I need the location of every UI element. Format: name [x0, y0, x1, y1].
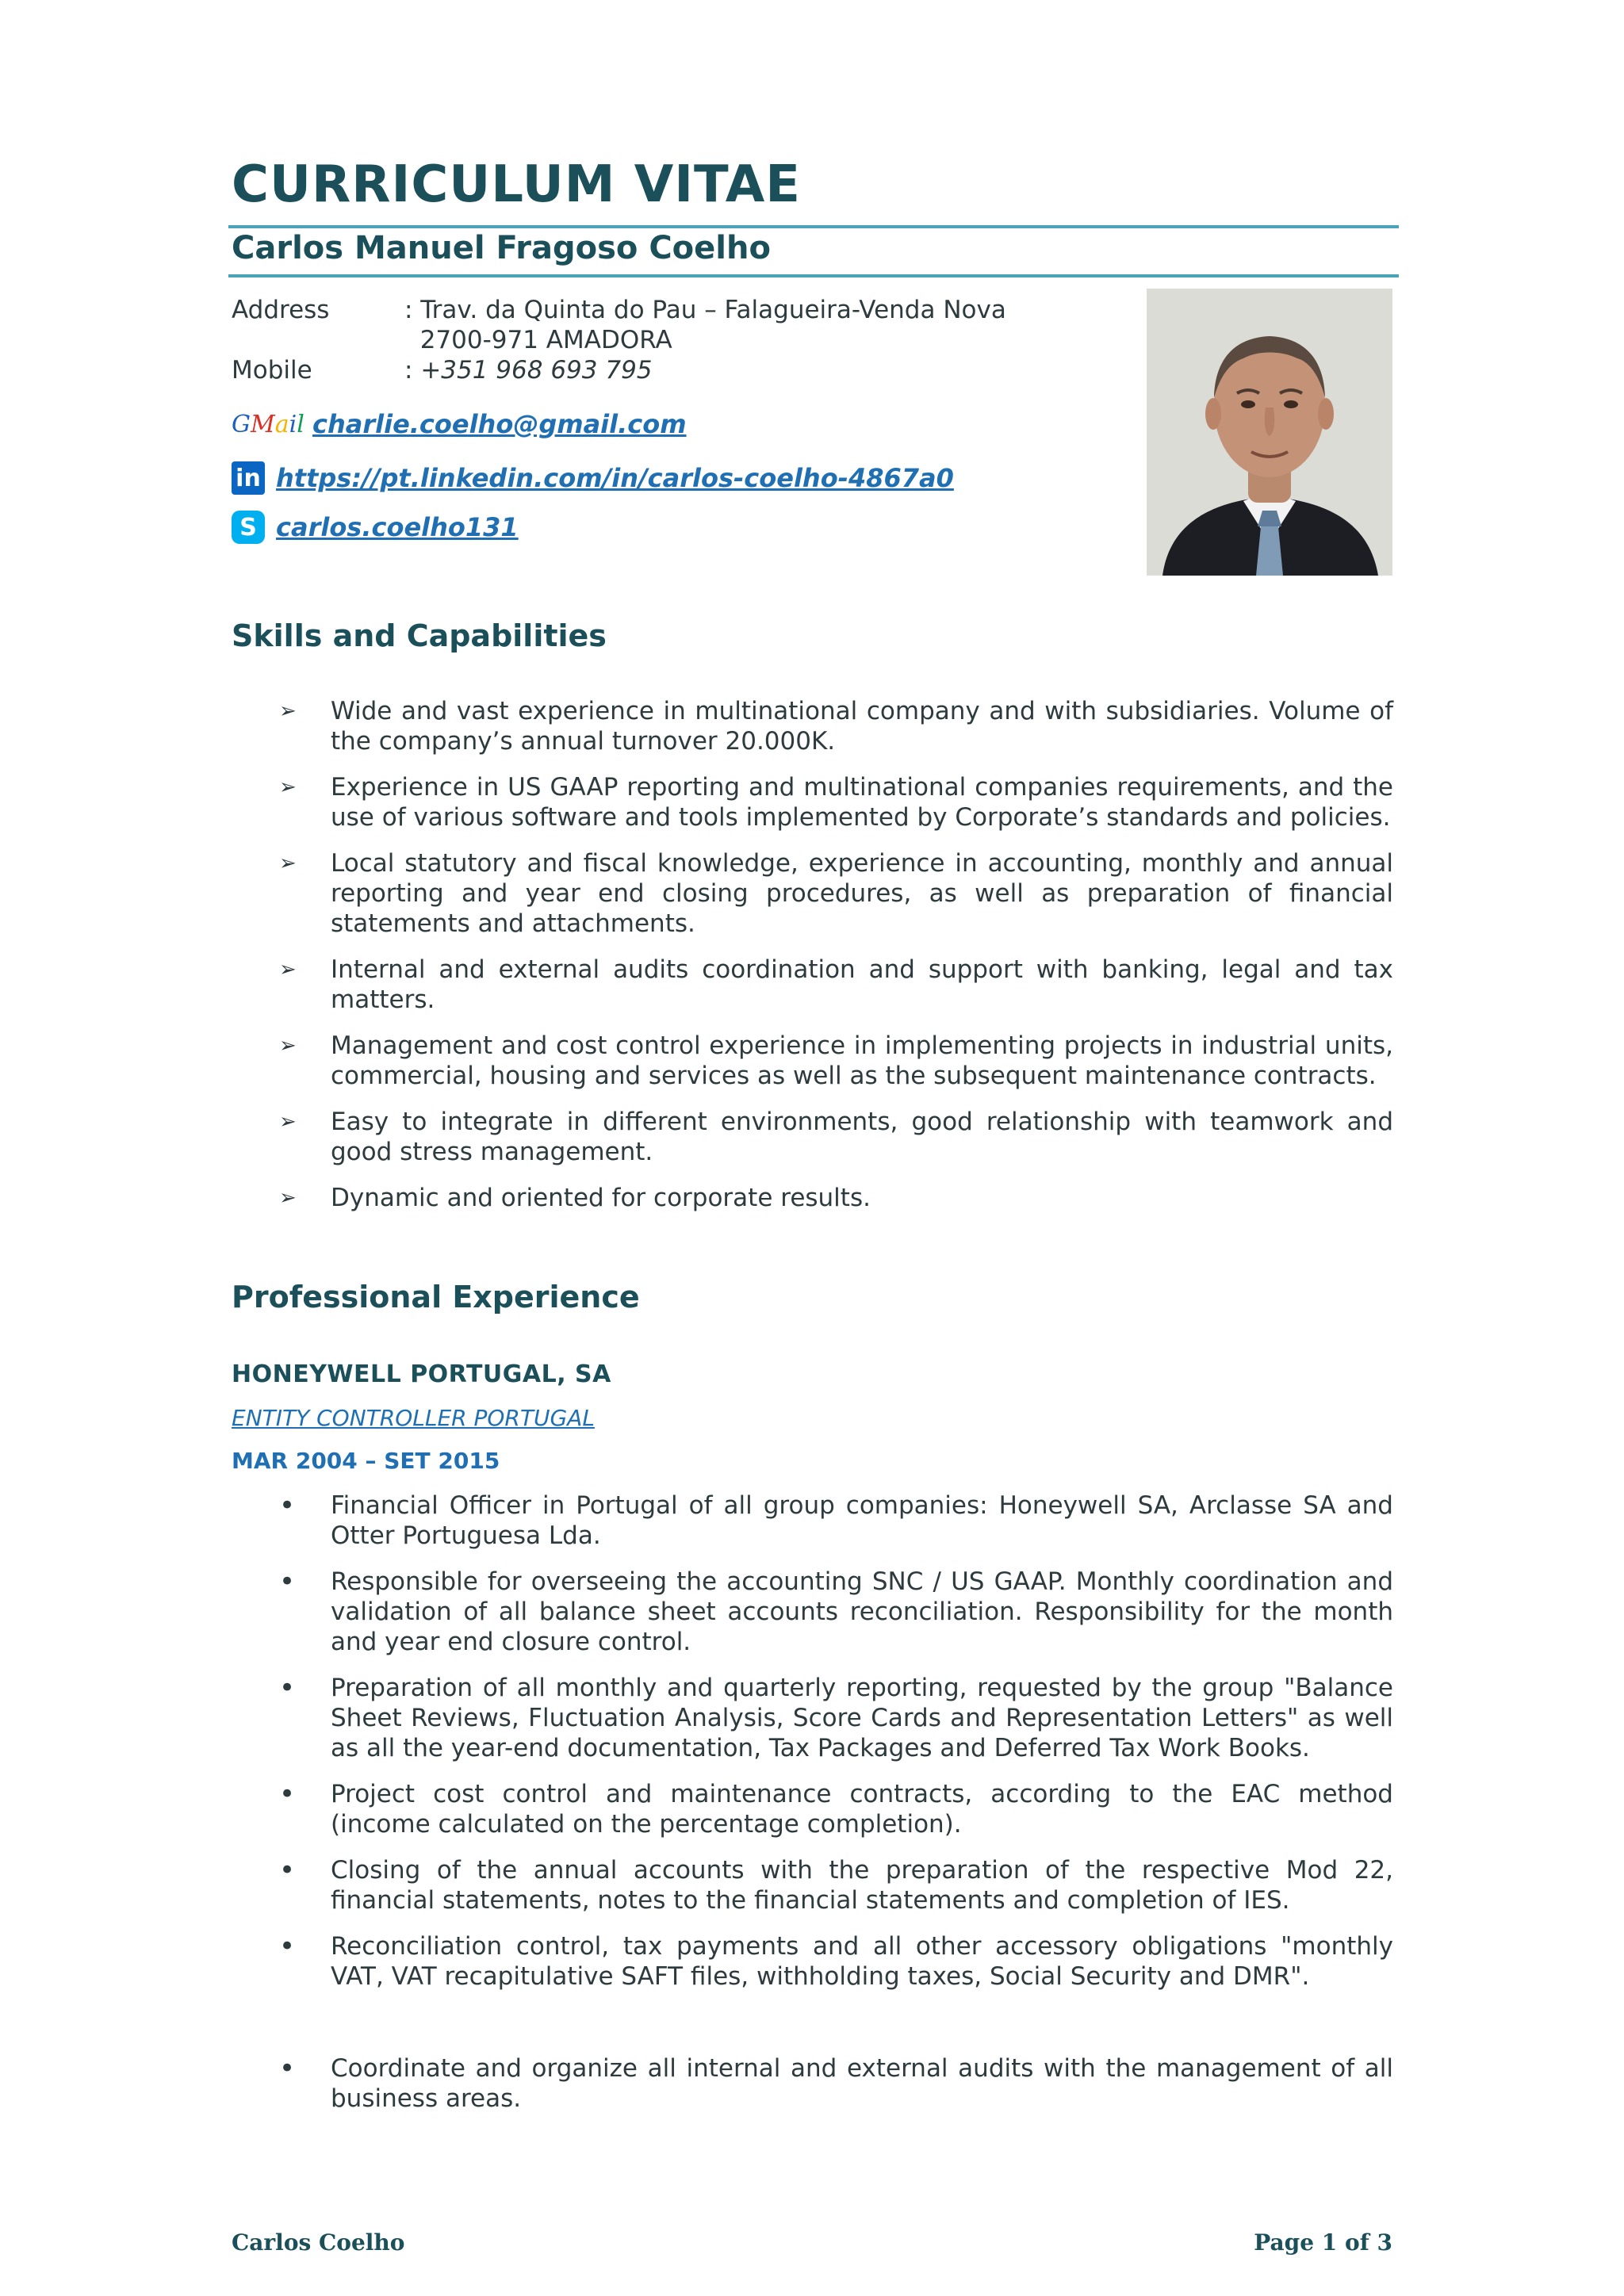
address-line-2: 2700-971 AMADORA — [404, 326, 672, 354]
list-item: • Closing of the annual accounts with the preparation of the respective Mod 22, financial statements, notes to the financial statements and completion of IES. — [279, 1854, 1393, 1915]
email-row — [232, 409, 687, 439]
dot-bullet-icon: • — [279, 1672, 296, 1704]
list-item: ➢ Internal and external audits coordination and support with banking, legal and tax matters. — [279, 955, 1393, 1014]
mobile-number: +351 968 693 795 — [420, 356, 653, 385]
dot-bullet-icon: • — [279, 1490, 296, 1521]
email-link[interactable]: charlie.coelho@gmail.com — [312, 409, 687, 439]
dot-bullet-icon: • — [279, 1854, 296, 1886]
document-title: CURRICULUM VITAE — [232, 155, 801, 214]
contact-block — [232, 295, 1006, 385]
arrow-bullet-icon: ➢ — [279, 851, 297, 875]
dot-bullet-icon: • — [279, 1778, 296, 1810]
footer-author: Carlos Coelho — [232, 2229, 405, 2256]
list-item: • Financial Officer in Portugal of all group companies: Honeywell SA, Arclasse SA and Otter Portuguesa Lda. — [279, 1490, 1393, 1550]
list-item: • Responsible for overseeing the accounting SNC / US GAAP. Monthly coordination and validation of all balance sheet accounts reconciliation. Responsibility for the month and year end closure control. — [279, 1566, 1393, 1656]
arrow-bullet-icon: ➢ — [279, 1110, 297, 1134]
address-label: Address — [232, 296, 330, 324]
list-item: ➢ Management and cost control experience in implementing projects in industrial units, commercial, housing and services as well as the subsequent maintenance contracts. — [279, 1031, 1393, 1090]
list-item: ➢ Dynamic and oriented for corporate results. — [279, 1184, 871, 1212]
arrow-bullet-icon: ➢ — [279, 1186, 297, 1210]
dot-bullet-icon: • — [279, 1566, 296, 1598]
list-item: • Preparation of all monthly and quarterly reporting, requested by the group "Balance Sheet Reviews, Fluctuation Analysis, Score Cards and Representation Letters" as well as all the year-end documentation, Tax Packages and Deferred Tax Work Books. — [279, 1672, 1393, 1762]
address-line-1: : Trav. da Quinta do Pau – Falagueira-Venda Nova — [404, 296, 1006, 324]
dot-bullet-icon: • — [279, 2053, 296, 2084]
dot-bullet-icon: • — [279, 1931, 296, 1962]
job-dates: MAR 2004 – SET 2015 — [232, 1448, 500, 1474]
list-item: ➢ Wide and vast experience in multinational company and with subsidiaries. Volume of the company’s annual turnover 20.000K. — [279, 697, 1393, 756]
address-row — [232, 295, 1006, 325]
profile-photo — [1147, 289, 1392, 576]
list-item: • Coordinate and organize all internal and external audits with the management of all business areas. — [279, 2053, 1393, 2113]
title-divider — [228, 225, 1399, 228]
list-item: ➢ Experience in US GAAP reporting and multinational companies requirements, and the use of various software and tools implemented by Corporate’s standards and policies. — [279, 773, 1393, 832]
person-name: Carlos Manuel Fragoso Coelho — [232, 230, 771, 266]
company-name: HONEYWELL PORTUGAL, SA — [232, 1360, 611, 1388]
list-item: ➢ Local statutory and fiscal knowledge, experience in accounting, monthly and annual reporting and year end closing procedures, as well as preparation of financial statements and attachments. — [279, 849, 1393, 938]
mobile-row — [232, 355, 1006, 385]
mobile-label: Mobile — [232, 356, 312, 385]
arrow-bullet-icon: ➢ — [279, 1034, 297, 1058]
experience-list — [279, 1490, 1393, 2130]
name-divider — [228, 274, 1399, 277]
linkedin-icon: in — [232, 461, 265, 495]
job-title: ENTITY CONTROLLER PORTUGAL — [232, 1405, 595, 1431]
experience-heading: Professional Experience — [232, 1280, 640, 1314]
arrow-bullet-icon: ➢ — [279, 699, 297, 723]
skills-list — [279, 696, 1393, 1229]
list-item: • Project cost control and maintenance contracts, according to the EAC method (income calculated on the percentage completion). — [279, 1778, 1393, 1839]
gmail-icon: GMail — [232, 410, 304, 438]
address-row-2 — [232, 325, 1006, 355]
list-item: ➢ Easy to integrate in different environments, good relationship with teamwork and good stress management. — [279, 1108, 1393, 1166]
linkedin-row — [232, 461, 954, 495]
list-item: • Reconciliation control, tax payments and all other accessory obligations "monthly VAT, VAT recapitulative SAFT files, withholding taxes, Social Security and DMR". — [279, 1931, 1393, 1991]
skype-row — [232, 511, 519, 544]
footer-page-number: Page 1 of 3 — [1254, 2229, 1392, 2256]
arrow-bullet-icon: ➢ — [279, 958, 297, 982]
skype-icon: S — [232, 511, 265, 544]
mobile-prefix: : — [404, 356, 421, 385]
skills-heading: Skills and Capabilities — [232, 618, 607, 653]
skype-link[interactable]: carlos.coelho131 — [276, 512, 519, 542]
arrow-bullet-icon: ➢ — [279, 775, 297, 799]
linkedin-link[interactable]: https://pt.linkedin.com/in/carlos-coelho-4867a0 — [276, 463, 954, 493]
